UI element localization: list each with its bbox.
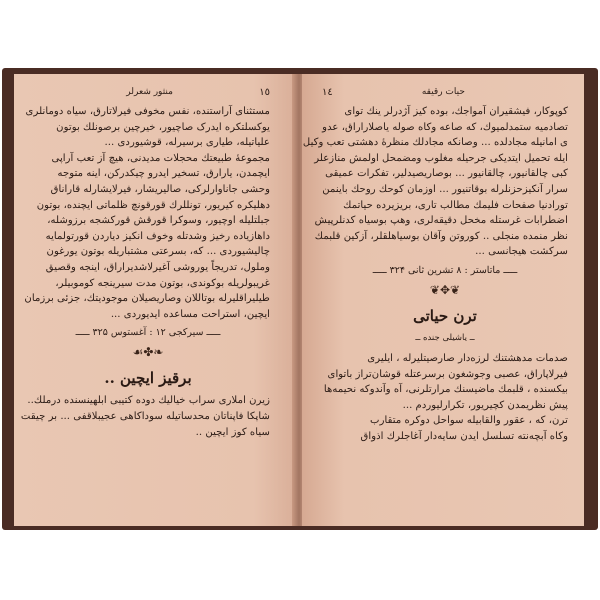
text-line: تصادمیه ستمدلمیوك، که صاعه وکاه صوله یاصلاراراق، عدو	[322, 121, 568, 133]
text-line: بیکسنده ، قلبمك ماضیسنك مرارتلرنی، آه وآندوکه نحیمه‌ها	[323, 384, 568, 396]
text-line: سرار آنکیزحزنلرله بوقاتنیور ... اوزمان کوحك روحك باینمن	[322, 183, 568, 195]
text-line: یوکسلتکره ایدرک صاچیور، خیرچین برصونلك بوتون	[56, 121, 270, 133]
text-line: چالیشیوردی ... که، بسرعتی مشتباریله بوتون یورغون	[46, 246, 270, 258]
left-page	[14, 74, 296, 526]
paragraph	[26, 151, 270, 323]
ornament-icon: ❦✥❦	[429, 282, 461, 297]
right-page-header	[322, 86, 568, 98]
poem	[20, 393, 270, 440]
section-title: برقیز ایچین ..	[104, 369, 192, 388]
text-line: ترن، که ، عقور والقابیله سواحل دوکره متقارب	[370, 415, 568, 427]
text-line: غریبولریله بوکوندی، بوتون مدت سیرینجه کوموبیلر،	[55, 277, 270, 289]
text-line: وکاه آبچه‌نته تسلسل ایدن سایه‌دار آغاجلرك اذواق	[360, 430, 568, 442]
dateline: ـــــ سیرکجی ۱۲ : آغستوس ۳۲۵ ـــــ	[75, 327, 221, 339]
text-line: مجموعهٔ طبیعتك محجلات مدیدنی، هیچ آز تعب آراپی	[51, 152, 270, 164]
running-head: منثور شعرلر	[126, 87, 173, 97]
text-line: زیرن املاری سراب خیالیك دوده کتیبی ابلهینسنده درملك..	[27, 395, 270, 407]
paragraph	[322, 351, 568, 413]
text-line: اضطرابات غرستله مخحل دقیقه‌لری، وهپ بوسیاه کدنلرپیش	[314, 215, 568, 227]
text-line: وحشی جاناوارلرکی، صالیریشار، فیرلایشارله قاراناق	[50, 183, 270, 195]
text-line: پیش نظریمدن کچیریور، تکرارلیوردم ...	[402, 399, 568, 411]
text-line: دهلیکره کیریور، تونللرك قورقونچ ظلماتی ایچنده، بوتون	[36, 199, 270, 211]
ornament-icon: ❧✤☙	[132, 345, 164, 360]
paragraph	[302, 104, 568, 260]
text-line: تورادنیا صفحات فلیمك مطالب تاری، بریزیرده حیاتمك	[343, 199, 568, 211]
text-line: کوپوکار، فیشقیران آمواجك، بوده کیز آژدرلر ینك توای	[344, 106, 568, 117]
text-line: نظر منمده منجلی .. کوروتن وآقان بوسیاهلقلر، آزکین قلبمك	[314, 230, 568, 242]
text-line: وملول، تدریجاً یوروشی آغیرلاشدیراراق، اینجه وقصیق	[45, 261, 270, 273]
page-number: ١٤	[322, 86, 333, 98]
paragraph	[322, 413, 568, 444]
dateline: ـــــ ماتاستر : ۸ تشرین ثانی ۳۲۴ ـــــ	[372, 264, 518, 276]
left-page-header	[26, 86, 270, 98]
text-line: علیاتیله، طیاری برسیرله، قوشیوردی ...	[104, 137, 270, 149]
text-line: ایله تحمیل ایتدیکی جرحیله مغلوب ومضمحل اولمش منازعلر	[314, 152, 568, 164]
page-number: ١٥	[259, 86, 270, 98]
running-head: حیات رقیقه	[421, 87, 465, 97]
text-line: شاپکا فاپناتان محدساتیله سوداکاهی عجیبلاقفی ... بر چیقت	[20, 410, 270, 422]
section-subtitle: ــ یاشیلی جنده ــ	[415, 332, 475, 343]
text-line: داهازیاده رخیز وشدتله وخوف انکیز دیاردن قورتولمایه	[45, 230, 270, 242]
text-line: ایچین، استراحت مساعده ایدیوردی ...	[110, 308, 270, 320]
right-page	[302, 74, 584, 526]
text-line: فیرلاپاراق، عصبی وجوشغون برسرعتله قوشان‌تراز باتوای	[327, 368, 568, 380]
text-line: ایچمدن، یارارق، تسخیر ایدرو چیکدرکن، اینه متوجه	[57, 168, 270, 180]
text-line: ی امانیله مجادلده ... وصانکه مجادلك منظرهٔ دهشتی تعب وکیل	[302, 137, 568, 149]
text-line: کبی چالقانیور، چالقانیور ... بوصاریصیدلیر، تفکرات عمیقی	[325, 168, 568, 180]
section-title: ترن حیاتی	[413, 306, 477, 325]
text-line: طیلیراقلیرله بوتاللان وصاریصیلان موجودیتك، جزئی برزمان	[24, 293, 270, 305]
text-line: صدمات مدهشتنك لرزه‌دار صارصیتلیرله ، ایلیری	[367, 352, 568, 364]
text-line: جبلتلیله اوچیور، وسوکرا قورقش قورکشجه برزوشله،	[47, 215, 270, 227]
paragraph	[26, 104, 270, 151]
text-line: مستثنای آراستنده، نفس مخوفی فیرلاتارق، سیاه دومانلری	[25, 106, 270, 117]
text-line: سرکشت هیجانسی ...	[475, 246, 568, 258]
text-line: سیاه کوز ایچین ..	[195, 426, 270, 438]
